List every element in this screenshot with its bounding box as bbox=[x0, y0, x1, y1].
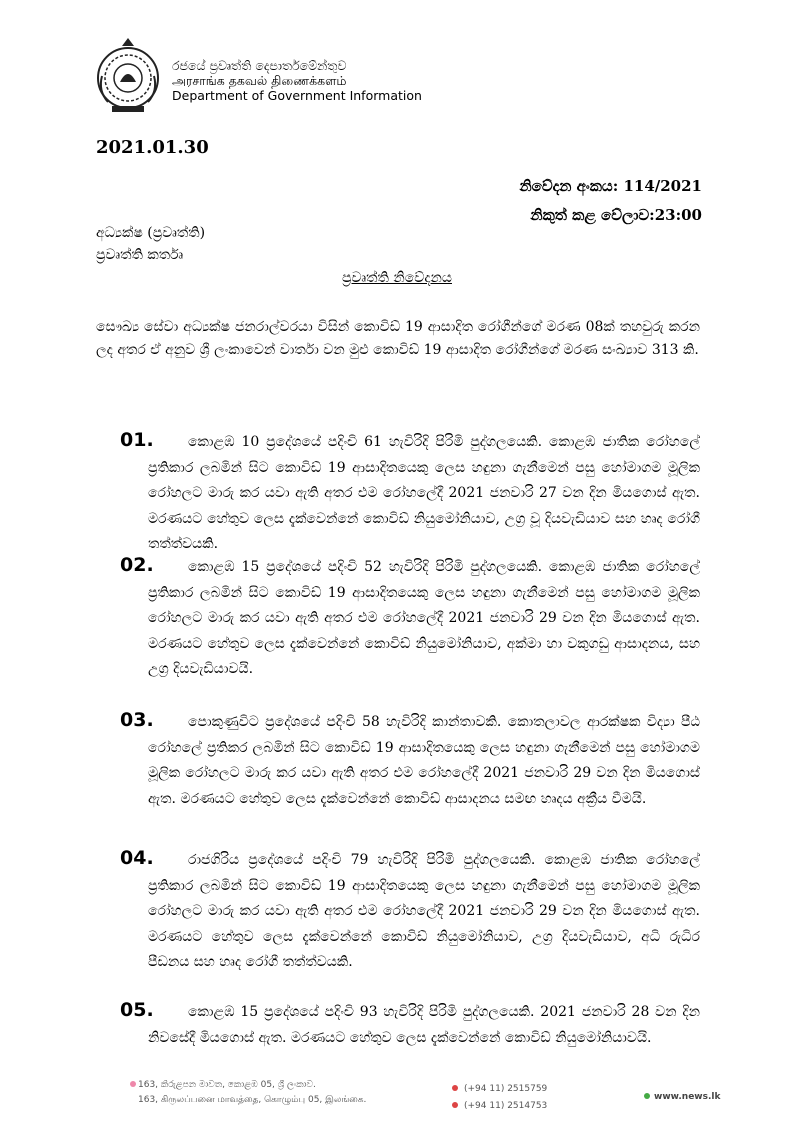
addressee-line: ප්‍රවෘත්ති කර්තෘ bbox=[96, 247, 184, 263]
footer-address-tamil: 163, கிருலப்பனை மாவத்தை, கொழும்பு 05, இலங்கை. bbox=[138, 1095, 367, 1105]
death-item bbox=[120, 430, 700, 558]
item-text: කොළඹ 10 ප්‍රදේශයේ පදිංචි 61 හැවිරිදි පිරිමි පුද්ගලයෙකි. කොළඹ ජාතික රෝහලේ ප්‍රතිකාර ලබමින් සිට කොවිඩ් 19 ආසාදිතයෙකු ලෙස හඳුනා ගැනීමෙන් පසු හෝමාගම මූලික රෝහලට මාරු කර යවා ඇති අතර එම රෝහලේදී 2021 ජනවාරි 27 වන දින මියගොස් ඇත. මරණයට හේතුව ලෙස දැක්වෙන්නේ කොවිඩ් නියුමෝනියාව, උග්‍ර වූ දියවැඩියාව සහ හෘද රෝගී තත්ත්වයකි. bbox=[148, 434, 700, 552]
item-text: රාජගිරිය ප්‍රදේශයේ පදිංචි 79 හැවිරිදි පිරිමි පුද්ගලයෙකි. කොළඹ ජාතික රෝහලේ ප්‍රතිකාර ලබමින් සිට කොවිඩ් 19 ආසාදිතයෙකු ලෙස හඳුනා ගැනීමෙන් පසු හෝමාගම මූලික රෝහලට මාරු කර යවා ඇති අතර එම රෝහලේදී 2021 ජනවාරි 29 වන දින මියගොස් ඇත. මරණයට හේතුව ලෙස දැක්වෙන්නේ කොවිඩ් නියුමෝනියාව, උග්‍ර දියවැඩියාව, අධි රුධිර පීඩනය සහ හෘද රෝගී තත්ත්වයකි. bbox=[148, 852, 700, 970]
department-name-sinhala: රජයේ ප්‍රවෘත්ති දෙපාර්තමේන්තුව bbox=[172, 58, 347, 73]
item-number: 05. bbox=[120, 999, 154, 1021]
footer-address-sinhala: 163, කිරුළපන මාවත, කොළඹ 05, ශ්‍රී ලංකාව. bbox=[138, 1080, 316, 1090]
death-item bbox=[120, 710, 700, 812]
fax-icon bbox=[452, 1102, 458, 1108]
location-icon bbox=[130, 1081, 136, 1087]
footer-website: www.news.lk bbox=[654, 1092, 721, 1102]
footer-phone: (+94 11) 2515759 bbox=[464, 1084, 548, 1094]
letterhead-footer bbox=[92, 1068, 732, 1120]
item-text: කොළඹ 15 ප්‍රදේශයේ පදිංචි 93 හැවිරිදි පිරිමි පුද්ගලයෙකි. 2021 ජනවාරි 28 වන දින නිවසේදී මියගොස් ඇත. මරණයට හේතුව ලෙස දැක්වෙන්නේ කොවිඩ් නියුමෝනියාවයි. bbox=[148, 1004, 700, 1046]
globe-icon bbox=[644, 1093, 650, 1099]
phone-icon bbox=[452, 1085, 458, 1091]
item-number: 04. bbox=[120, 847, 154, 869]
item-number: 02. bbox=[120, 554, 154, 576]
death-item bbox=[120, 555, 700, 683]
document-title-text: ප්‍රවෘත්ති නිවේදනය bbox=[342, 270, 452, 286]
department-name-english: Department of Government Information bbox=[172, 88, 422, 103]
death-item bbox=[120, 848, 700, 976]
department-name bbox=[172, 58, 422, 103]
death-item bbox=[120, 1000, 700, 1051]
reference-block bbox=[519, 172, 702, 230]
department-name-tamil: அரசாங்க தகவல் திணைக்களம் bbox=[172, 73, 347, 88]
addressee bbox=[96, 222, 205, 266]
addressee-line: අධ්‍යක්ෂ (ප්‍රවෘත්ති) bbox=[96, 225, 206, 241]
release-number: නිවේදන අංකය: 114/2021 bbox=[519, 177, 702, 195]
release-date: 2021.01.30 bbox=[96, 137, 209, 158]
document-title bbox=[0, 270, 794, 286]
item-number: 03. bbox=[120, 709, 154, 731]
item-text: පොකුණුවිට ප්‍රදේශයේ පදිංචි 58 හැවිරිදි කාන්තාවකි. කොතලාවල ආරක්ෂක විද්‍යා පීඨ රෝහලේ ප්‍රතිකර ලබමින් සිට කොවිඩ් 19 ආසාදිතයෙකු ලෙස හඳුනා ගැනීමෙන් පසු හෝමාගම මූලික රෝහලට මාරු කර යවා ඇති අතර එම රෝහලේදී 2021 ජනවාරි 29 වන දින මියගොස් ඇත. මරණයට හේතුව ලෙස දැක්වෙන්නේ කොවිඩ් ආසාදනය සමඟ හෘදය අක්‍රීය වීමයි. bbox=[148, 714, 700, 807]
item-text: කොළඹ 15 ප්‍රදේශයේ පදිංචි 52 හැවිරිදි පිරිමි පුද්ගලයෙකි. කොළඹ ජාතික රෝහලේ ප්‍රතිකාර ලබමින් සිට කොවිඩ් 19 ආසාදිතයෙකු ලෙස හඳුනා ගැනීමෙන් පසු හෝමාගම මූලික රෝහලට මාරු කර යවා ඇති අතර එම රෝහලේදී 2021 ජනවාරි 29 වන දින මියගොස් ඇත. මරණයට හේතුව ලෙස දැක්වෙන්නේ කොවිඩ් නියුමෝනියාව, අක්මා හා වකුගඩු ආසාදනය, සහ උග්‍ර දියවැඩියාවයි. bbox=[148, 559, 700, 677]
item-number: 01. bbox=[120, 429, 154, 451]
intro-paragraph: සෞඛ්‍ය සේවා අධ්‍යක්ෂ ජනරාල්වරයා විසින් කොවිඩ් 19 ආසාදිත රෝගීන්ගේ මරණ 08ක් තහවුරු කරන ලද අතර ඒ අනුව ශ්‍රී ලංකාවෙන් වාර්තා වන මුළු කොවිඩ් 19 ආසාදිත රෝගීන්ගේ මරණ සංඛ්‍යාව 313 කි. bbox=[96, 319, 700, 358]
government-emblem-icon bbox=[92, 36, 164, 116]
footer-fax: (+94 11) 2514753 bbox=[464, 1101, 548, 1111]
release-time: නිකුත් කළ වේලාව:23:00 bbox=[530, 206, 702, 224]
